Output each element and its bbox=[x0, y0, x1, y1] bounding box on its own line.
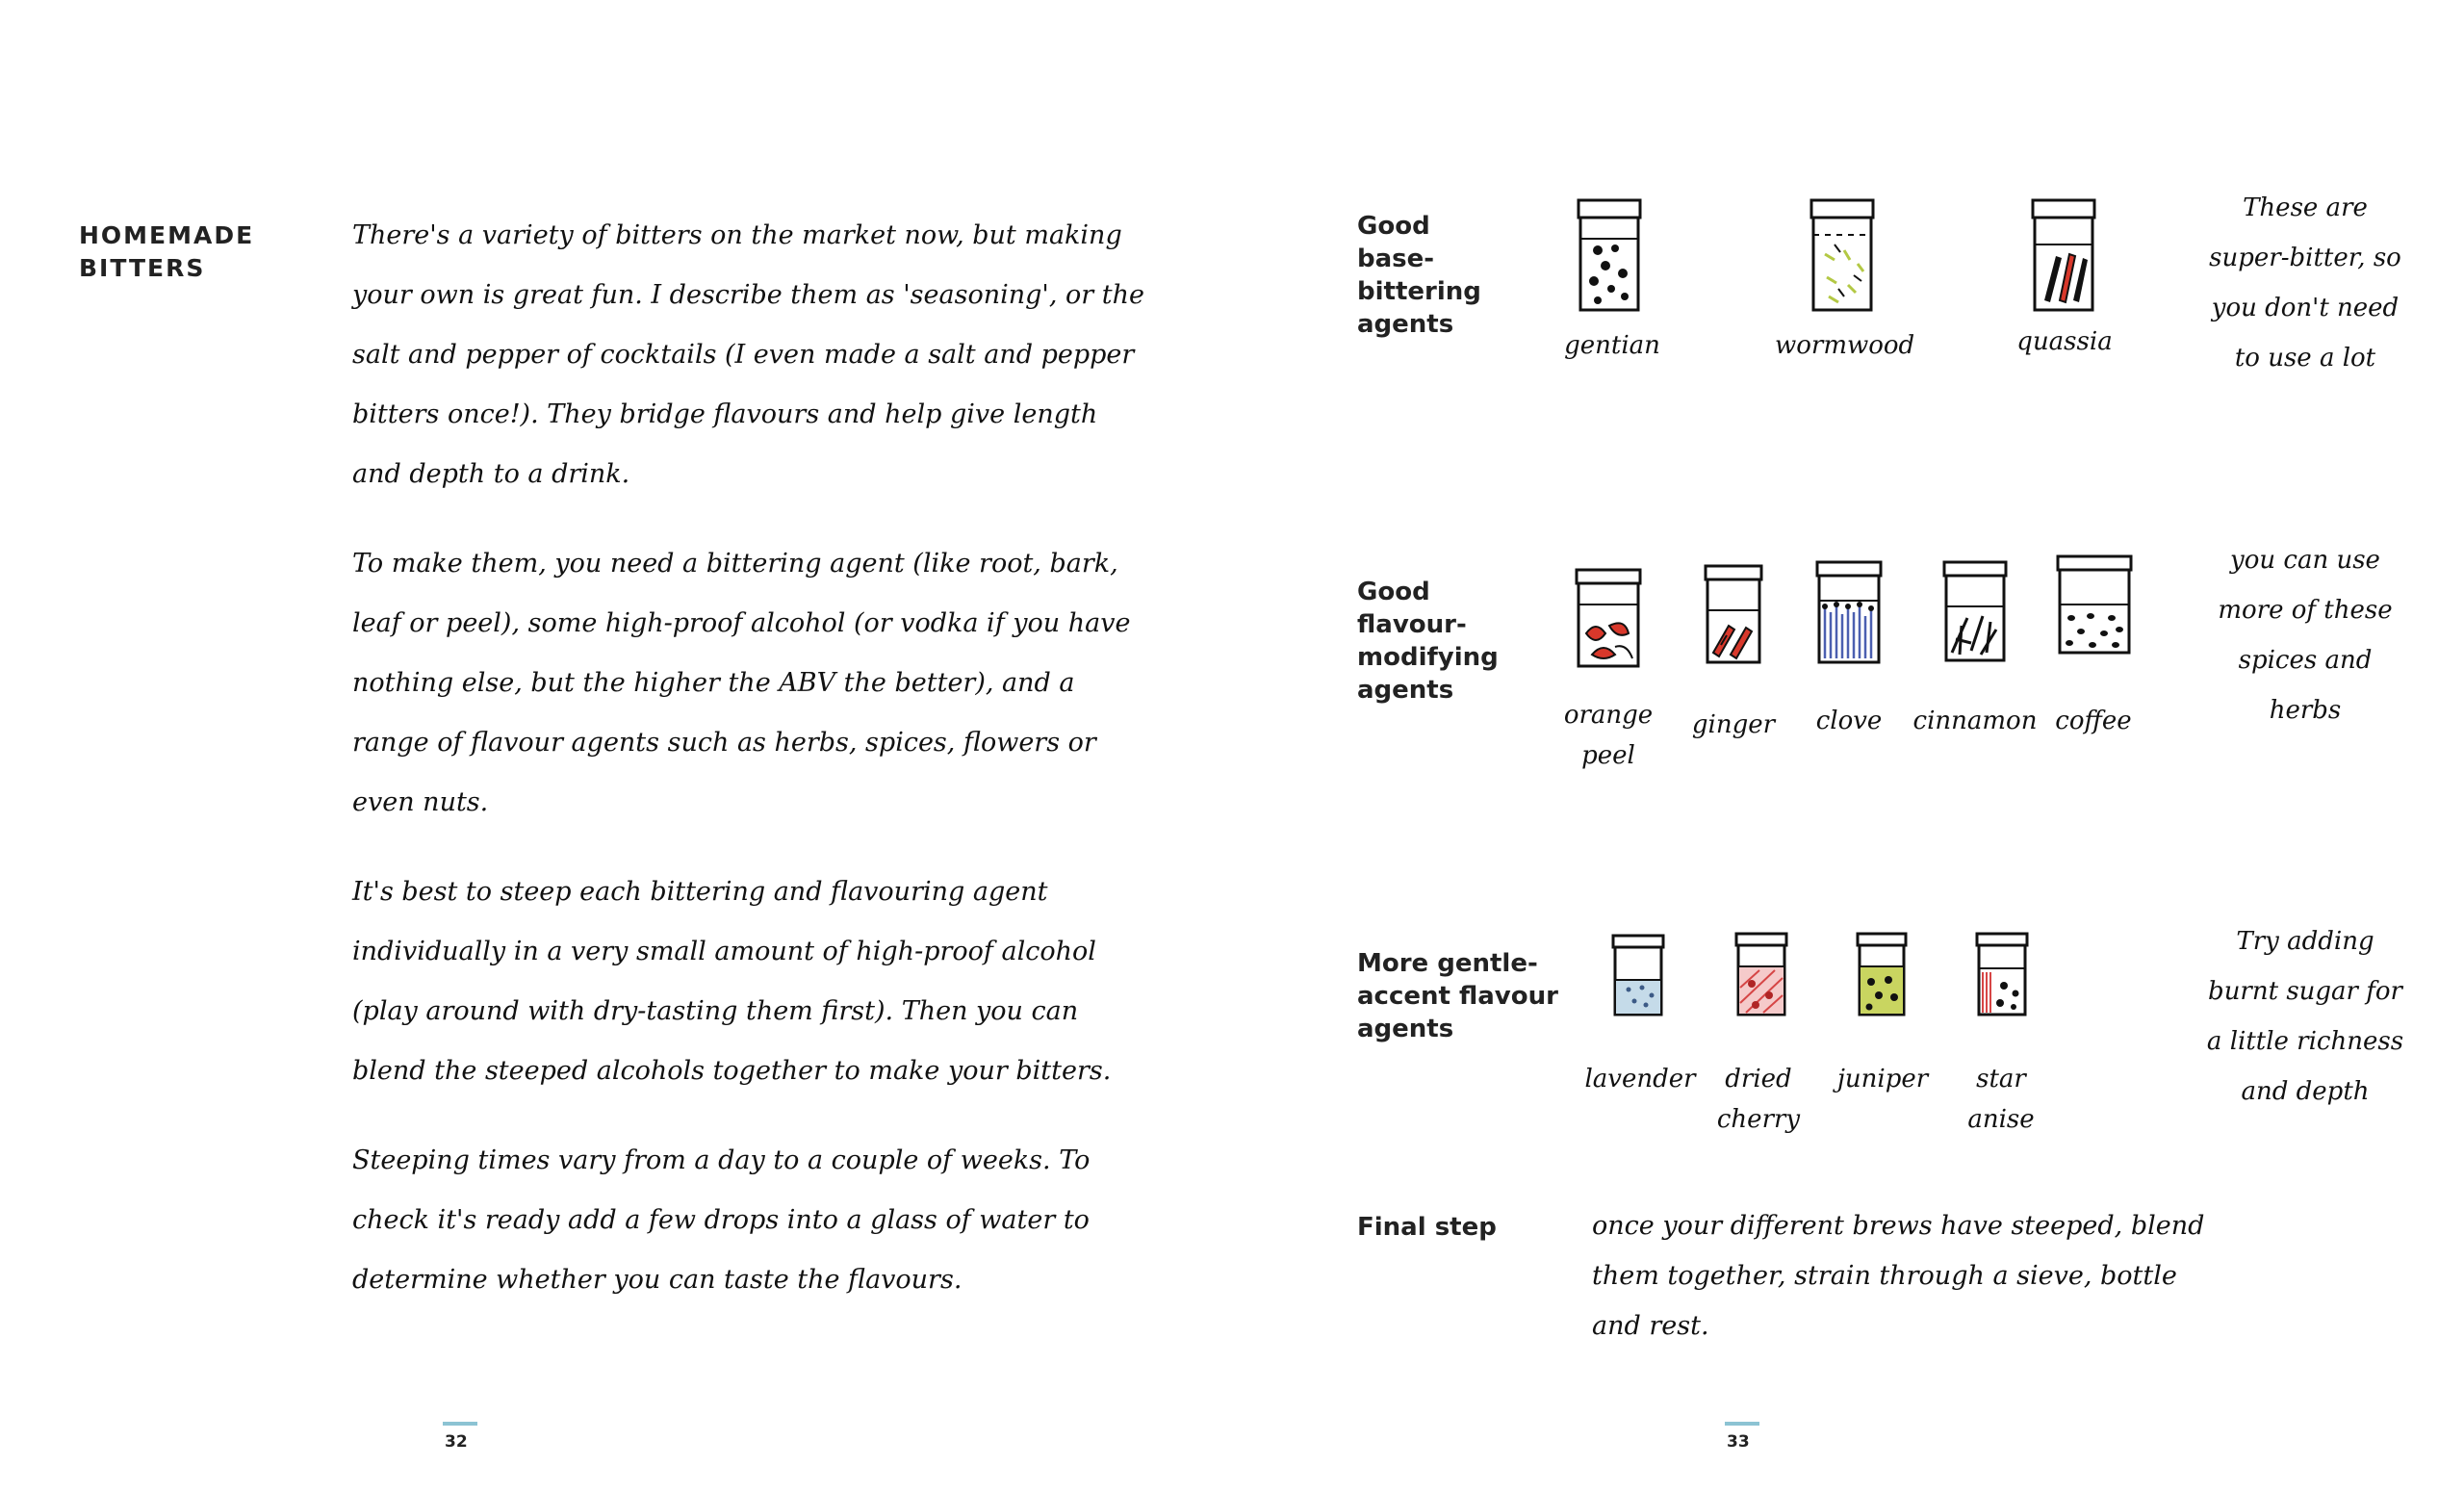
body-text bbox=[352, 206, 1151, 1340]
jar-label-line: anise bbox=[1967, 1105, 2035, 1134]
note-line: you can use bbox=[2230, 546, 2380, 575]
star-anise-jar-icon bbox=[1971, 930, 2033, 1020]
clove-label bbox=[1786, 701, 1912, 741]
orange-peel-jar-icon bbox=[1571, 566, 1646, 672]
page-title-line-2: BITTERS bbox=[79, 254, 206, 282]
jar-label-line: cherry bbox=[1716, 1105, 1801, 1134]
section-label-final-step: Final step bbox=[1357, 1213, 1497, 1242]
jar-label-line: lavender bbox=[1584, 1065, 1696, 1093]
section-label-line: accent flavour bbox=[1357, 982, 1558, 1011]
page-number-left: 32 bbox=[445, 1432, 468, 1452]
jar-label-line: dried bbox=[1725, 1065, 1792, 1093]
jar-label-line: orange bbox=[1563, 701, 1654, 730]
jar-label-line: quassia bbox=[2016, 327, 2113, 356]
gentian-label bbox=[1550, 325, 1675, 366]
note-line: herbs bbox=[2269, 696, 2342, 725]
orange-peel-label bbox=[1546, 695, 1671, 776]
final-step-line: once your different brews have steeped, blend bbox=[1592, 1211, 2205, 1241]
cinnamon-label bbox=[1898, 701, 2052, 741]
final-step-line: and rest. bbox=[1592, 1311, 1709, 1341]
note-line: more of these bbox=[2218, 596, 2393, 625]
lavender-label bbox=[1573, 1059, 1707, 1099]
note-line: spices and bbox=[2238, 646, 2373, 675]
note-line: Try adding bbox=[2236, 927, 2374, 956]
note-line: and depth bbox=[2241, 1077, 2370, 1106]
body-paragraph-1: There's a variety of bitters on the market now, but making your own is great fun. I describe them as 'seasoning', or the salt and pepper of cocktails (I even made a salt and pepper bitters once!). They bridge flavours and help give length and depth to a drink. bbox=[352, 220, 1144, 489]
note-line: super-bitter, so bbox=[2209, 244, 2401, 272]
dried-cherry-jar-icon bbox=[1731, 930, 1792, 1020]
coffee-label bbox=[2031, 701, 2156, 741]
juniper-label bbox=[1815, 1059, 1950, 1099]
body-paragraph-4: Steeping times vary from a day to a couple of weeks. To check it's ready add a few drops into a glass of water to determine whether you can taste the flavours. bbox=[352, 1145, 1091, 1295]
right-page bbox=[1232, 0, 2464, 1492]
jar-label-line: star bbox=[1976, 1065, 2026, 1093]
page-title-line-1: HOMEMADE bbox=[79, 221, 255, 249]
section-label-line: agents bbox=[1357, 1015, 1454, 1043]
ginger-label bbox=[1671, 705, 1796, 745]
section-label-line: base- bbox=[1357, 244, 1435, 273]
body-paragraph-3: It's best to steep each bittering and flavouring agent individually in a very small amount of high-proof alcohol (play around with dry-tasting them first). Then you can blend the steeped alcohols together to make your bitters. bbox=[352, 877, 1112, 1086]
quassia-label bbox=[2002, 322, 2127, 362]
note-line: burnt sugar for bbox=[2208, 977, 2402, 1006]
section-label-line: flavour- bbox=[1357, 610, 1467, 639]
section-label-gentle-accent bbox=[1357, 947, 1558, 1045]
note-use-more bbox=[2175, 535, 2435, 735]
jar-label-line: juniper bbox=[1836, 1065, 1929, 1093]
note-super-bitter bbox=[2166, 183, 2445, 383]
jar-label-line: ginger bbox=[1691, 710, 1776, 739]
juniper-jar-icon bbox=[1852, 930, 1912, 1020]
jar-label-line: clove bbox=[1815, 707, 1883, 735]
note-line: These are bbox=[2243, 193, 2368, 222]
jar-label-line: cinnamon bbox=[1912, 707, 2038, 735]
page-number-right: 33 bbox=[1727, 1432, 1750, 1452]
dried-cherry-label bbox=[1696, 1059, 1821, 1140]
jar-label-line: peel bbox=[1581, 741, 1635, 770]
final-step-text bbox=[1592, 1201, 2285, 1351]
jar-label-line: gentian bbox=[1564, 331, 1660, 360]
section-label-line: More gentle- bbox=[1357, 949, 1538, 978]
coffee-jar-icon bbox=[2052, 553, 2137, 658]
page-title bbox=[79, 219, 254, 285]
ginger-jar-icon bbox=[1700, 562, 1767, 668]
clove-jar-icon bbox=[1811, 558, 1886, 668]
section-label-line: modifying bbox=[1357, 643, 1499, 672]
wormwood-label bbox=[1775, 325, 1915, 366]
section-label-line: Good bbox=[1357, 212, 1430, 241]
jar-label-line: wormwood bbox=[1775, 331, 1915, 360]
jar-label-line: coffee bbox=[2055, 707, 2132, 735]
lavender-jar-icon bbox=[1607, 932, 1669, 1020]
note-burnt-sugar bbox=[2166, 916, 2445, 1117]
quassia-jar-icon bbox=[2027, 196, 2100, 316]
section-label-base-bittering bbox=[1357, 210, 1481, 341]
note-line: to use a lot bbox=[2234, 344, 2376, 373]
section-label-flavour-modifying bbox=[1357, 576, 1499, 707]
section-label-line: agents bbox=[1357, 676, 1454, 705]
section-label-line: Good bbox=[1357, 578, 1430, 606]
section-label-line: bittering bbox=[1357, 277, 1481, 306]
star-anise-label bbox=[1938, 1059, 2064, 1140]
note-line: you don't need bbox=[2211, 294, 2400, 322]
section-label-line: agents bbox=[1357, 310, 1454, 339]
cinnamon-jar-icon bbox=[1938, 558, 2012, 666]
final-step-line: them together, strain through a sieve, bottle bbox=[1592, 1261, 2177, 1291]
note-line: a little richness bbox=[2206, 1027, 2404, 1056]
body-paragraph-2: To make them, you need a bittering agent (like root, bark, leaf or peel), some high-proof alcohol (or vodka if you have nothing else, but the higher the ABV the better), and a range of flavour agents such as herbs, spices, flowers or even nuts. bbox=[352, 549, 1131, 817]
gentian-jar-icon bbox=[1573, 196, 1646, 316]
wormwood-jar-icon bbox=[1806, 196, 1879, 316]
